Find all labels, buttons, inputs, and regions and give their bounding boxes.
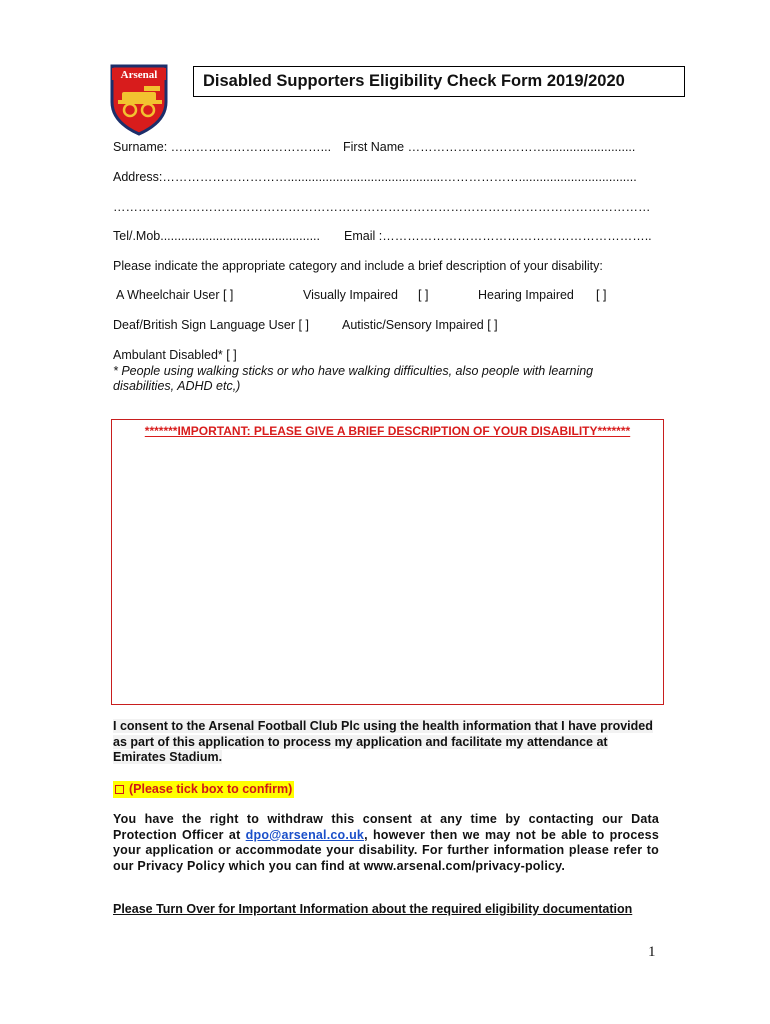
tel-mob-field[interactable]: Tel/.Mob.............................................. xyxy=(113,229,320,243)
rights-text-part2: , however then we may not be able to process your application or accommodate your disability. For further information please refer to our Privacy Policy which you can find at www.arsenal.com/privacy-policy. xyxy=(113,827,659,873)
ambulant-disabled-option[interactable]: Ambulant Disabled* [ ] xyxy=(113,348,237,362)
address-field-line1[interactable]: Address:………………………….............................................……………….................................. xyxy=(113,170,637,184)
important-heading: *******IMPORTANT: PLEASE GIVE A BRIEF DESCRIPTION OF YOUR DISABILITY******* xyxy=(144,424,631,438)
turn-over-notice: Please Turn Over for Important Information about the required eligibility documentation xyxy=(113,902,633,916)
form-title: Disabled Supporters Eligibility Check Form 2019/2020 xyxy=(203,72,625,90)
consent-text: I consent to the Arsenal Football Club Plc using the health information that I have provided as part of this application to process my application and facilitate my attendance at Emirates Stadium. xyxy=(113,719,653,764)
address-field-line2[interactable]: ………………………………………………………………………………………………………………… xyxy=(113,200,651,214)
visually-impaired-label: Visually Impaired xyxy=(303,288,398,302)
dpo-email-link[interactable]: dpo@arsenal.co.uk xyxy=(245,827,365,842)
arsenal-crest-logo xyxy=(108,64,170,136)
checkbox-icon[interactable] xyxy=(115,785,124,794)
first-name-field[interactable]: First Name …………………………….......................... xyxy=(343,140,636,154)
page-number: 1 xyxy=(648,944,656,960)
ambulant-note-line2: disabilities, ADHD etc,) xyxy=(113,379,241,393)
visually-impaired-checkbox[interactable]: [ ] xyxy=(418,288,429,302)
withdraw-rights-paragraph xyxy=(113,812,659,874)
ambulant-note-line1: * People using walking sticks or who have walking difficulties, also people with learning xyxy=(113,364,594,378)
category-instructions: Please indicate the appropriate category and include a brief description of your disability: xyxy=(113,259,603,273)
autistic-sensory-option[interactable]: Autistic/Sensory Impaired [ ] xyxy=(342,318,498,332)
disability-description-box[interactable] xyxy=(111,419,664,705)
deaf-bsl-user-option[interactable]: Deaf/British Sign Language User [ ] xyxy=(113,318,309,332)
tick-label: (Please tick box to confirm) xyxy=(129,782,293,796)
rights-text-part1: You have the right to withdraw this consent at any time by contacting our Data Protection Officer at xyxy=(113,812,659,842)
logo-wordmark: Arsenal xyxy=(120,69,158,81)
email-field[interactable]: Email :……………………………………………………….. xyxy=(344,229,652,243)
consent-statement xyxy=(113,719,659,766)
hearing-impaired-checkbox[interactable]: [ ] xyxy=(596,288,607,302)
surname-field[interactable]: Surname: ………………………………... xyxy=(113,140,332,154)
wheelchair-user-option[interactable]: A Wheelchair User [ ] xyxy=(116,288,234,302)
hearing-impaired-label: Hearing Impaired xyxy=(478,288,574,302)
form-title-box xyxy=(193,66,685,97)
consent-tick-box[interactable] xyxy=(113,781,294,798)
